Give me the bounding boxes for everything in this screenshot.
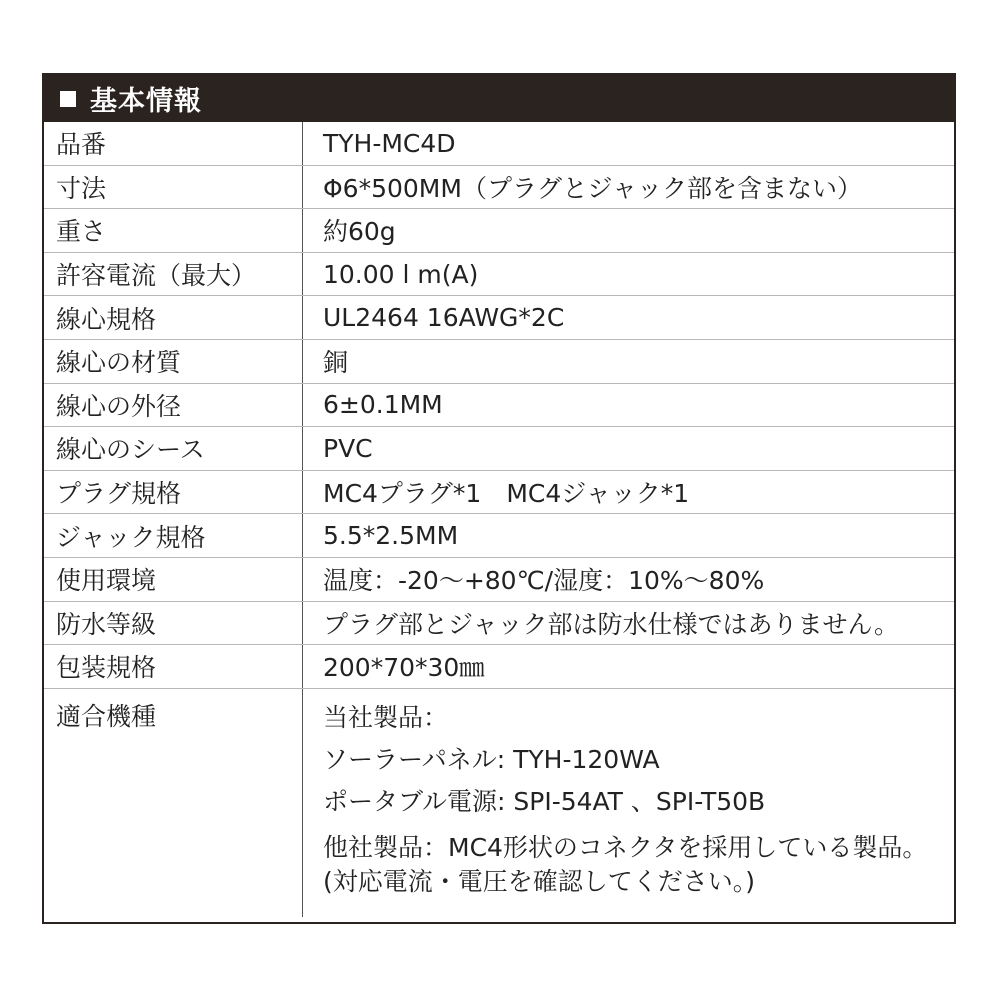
row-value: 5.5*2.5MM [303,514,955,558]
square-bullet-icon [60,91,76,107]
compat-line: 当社製品： [323,702,449,732]
table-row [44,339,954,383]
table-row [44,601,954,645]
row-value: PVC [303,427,955,471]
table-row [44,557,954,601]
compat-line: (対応電流・電圧を確認してください。) [323,866,756,896]
table-row [44,383,954,427]
section-title: 基本情報 [90,86,202,117]
row-label: 重さ [44,209,303,253]
row-label: ジャック規格 [44,514,303,558]
row-value: MC4プラグ*1 MC4ジャック*1 [303,470,955,514]
table-row [44,514,954,558]
row-value: 銅 [303,339,955,383]
table-row [44,470,954,514]
row-label: 線心の外径 [44,383,303,427]
row-value: TYH-MC4D [303,122,955,165]
row-label: 線心のシース [44,427,303,471]
row-value: プラグ部とジャック部は防水仕様ではありません。 [303,601,955,645]
table-row [44,209,954,253]
row-value: 温度：-20～+80℃/湿度：10%～80% [303,557,955,601]
table-row [44,427,954,471]
compat-line: 他社製品：MC4形状のコネクタを採用している製品。 [323,832,928,862]
row-label: 品番 [44,122,303,165]
table-row [44,645,954,689]
row-value: 約60g [303,209,955,253]
row-value: 6±0.1MM [303,383,955,427]
row-label: 線心の材質 [44,339,303,383]
table-row-compat [44,688,954,917]
row-value: Φ6*500MM（プラグとジャック部を含まない） [303,165,955,209]
table-row [44,252,954,296]
row-value: UL2464 16AWG*2C [303,296,955,340]
row-label: 線心規格 [44,296,303,340]
section-header [44,75,954,122]
row-label: 包装規格 [44,645,303,689]
row-value: 200*70*30㎜ [303,645,955,689]
row-label: 寸法 [44,165,303,209]
row-label: 防水等級 [44,601,303,645]
row-value: 10.00 l m(A) [303,252,955,296]
table-row [44,296,954,340]
spec-box [42,73,956,924]
compat-value [303,688,955,917]
row-label: 許容電流（最大） [44,252,303,296]
table-row [44,122,954,165]
row-label: プラグ規格 [44,470,303,514]
table-row [44,165,954,209]
row-label: 適合機種 [44,688,303,917]
compat-line: ソーラーパネル: TYH-120WA [323,744,660,774]
compat-line: ポータブル電源: SPI-54AT 、SPI-T50B [323,786,766,816]
row-label: 使用環境 [44,557,303,601]
spec-table [44,122,954,917]
